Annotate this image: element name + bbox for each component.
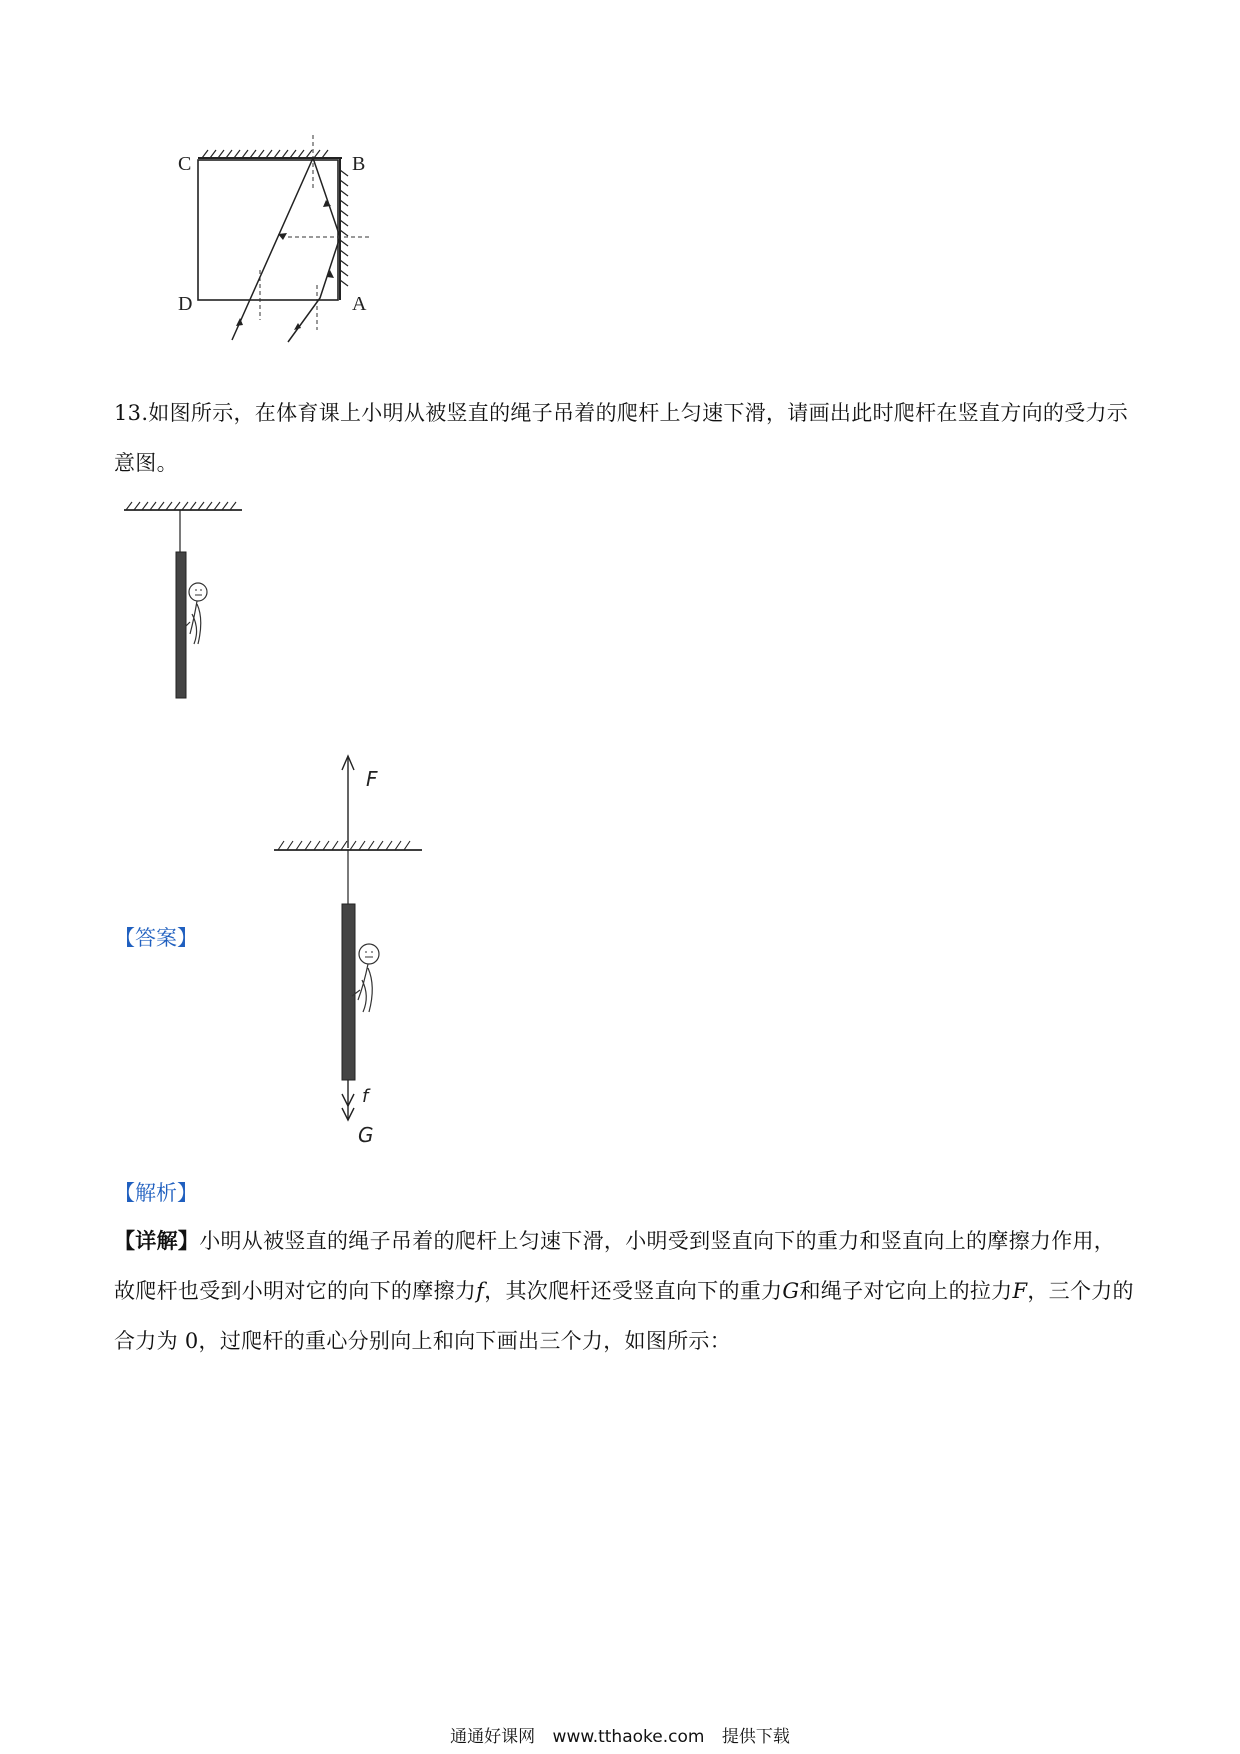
question-text: 13.如图所示，在体育课上小明从被竖直的绳子吊着的爬杆上匀速下滑，请画出此时爬杆在竖直方向的受力示意图。	[114, 401, 1129, 475]
pole-figure	[120, 494, 270, 714]
optics-figure	[170, 130, 390, 360]
page-footer	[0, 1722, 1240, 1747]
analysis-detail	[114, 1216, 1134, 1366]
answer-tag: 【答案】	[114, 926, 198, 950]
detail-part-2: ，其次爬杆还受竖直向下的重力	[484, 1279, 783, 1303]
force-diagram	[270, 748, 440, 1148]
force-label-f: f	[362, 1086, 369, 1107]
footer-url[interactable]: www.tthaoke.com	[552, 1727, 705, 1747]
var-G: G	[782, 1279, 800, 1303]
force-label-F: F	[366, 767, 378, 791]
label-b: B	[352, 153, 366, 175]
footer-site-name: 通通好课网	[450, 1727, 536, 1747]
label-d: D	[178, 293, 193, 315]
detail-part-4: ，三个力的合力为 0，过爬杆的重心分别向上和向下画出三个力，如图所示：	[114, 1279, 1134, 1353]
var-f: f	[476, 1279, 485, 1303]
question-13	[114, 388, 1134, 488]
var-F: F	[1012, 1279, 1028, 1303]
label-a: A	[352, 293, 367, 315]
label-c: C	[178, 153, 192, 175]
force-label-G: G	[358, 1123, 374, 1147]
detail-tag: 【详解】	[114, 1228, 200, 1253]
detail-part-3: 和绳子对它向上的拉力	[799, 1279, 1013, 1303]
footer-suffix: 提供下载	[721, 1727, 790, 1747]
detail-part-1: 小明从被竖直的绳子吊着的爬杆上匀速下滑，小明受到竖直向下的重力和竖直向上的摩擦力作用，故爬杆也受到小明对它的向下的摩擦力	[114, 1229, 1116, 1303]
analysis-tag: 【解析】	[114, 1181, 198, 1205]
